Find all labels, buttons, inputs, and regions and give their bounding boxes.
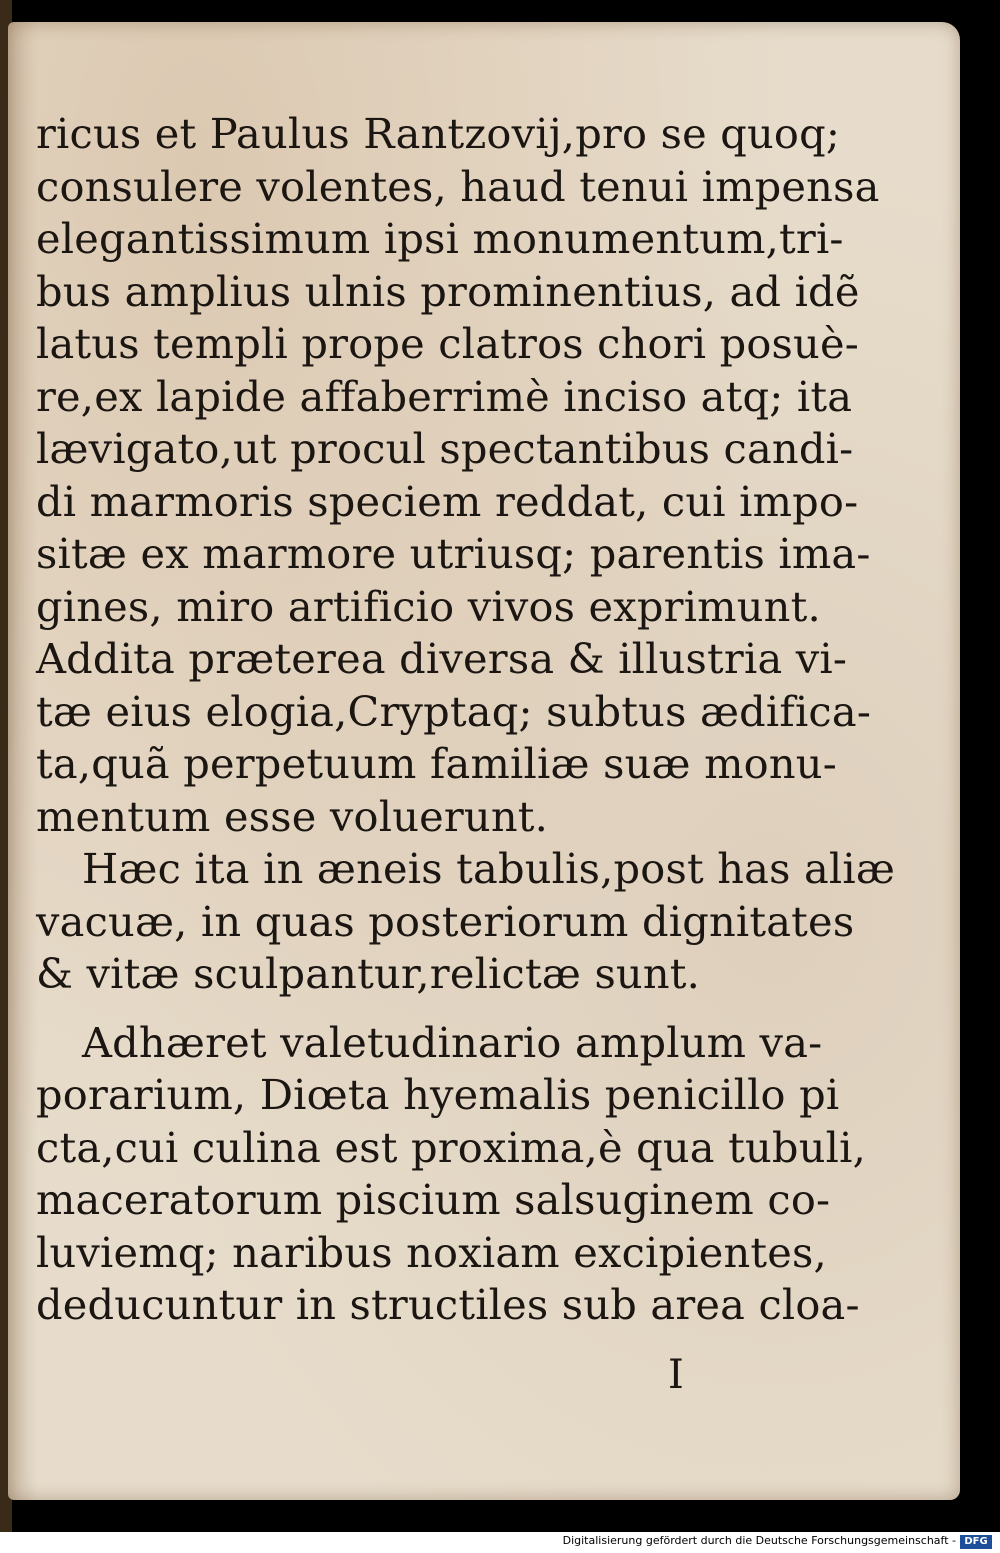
- text-line: consulere volentes, haud tenui impensa: [36, 161, 880, 211]
- funding-notice: Digitalisierung gefördert durch die Deutsche Forschungsgemeinschaft -: [562, 1534, 956, 1547]
- text-line: Addita præterea diversa & illustria vi-: [36, 634, 848, 683]
- text-line: gines, miro artificio vivos exprimunt.: [36, 581, 821, 631]
- page-text: [36, 108, 896, 1332]
- text-line: & vitæ sculpantur,relictæ sunt.: [36, 949, 701, 998]
- text-line: elegantissimum ipsi monumentum,tri-: [36, 214, 844, 263]
- text-line: deducuntur in structiles sub area cloa-: [36, 1280, 860, 1329]
- footer-bar: [0, 1532, 1000, 1553]
- text-line: tæ eius elogia,Cryptaq; subtus ædifica-: [36, 686, 872, 736]
- text-line: bus amplius ulnis prominentius, ad idẽ: [36, 266, 860, 316]
- text-line: vacuæ, in quas posteriorum dignitates: [36, 896, 855, 946]
- text-line: ta,quã perpetuum familiæ suæ monu-: [36, 739, 837, 788]
- signature-mark: I: [668, 1352, 684, 1398]
- text-line: cta,cui culina est proxima,è qua tubuli,: [36, 1122, 866, 1172]
- text-line: mentum esse voluerunt.: [36, 791, 549, 841]
- text-line: luviemq; naribus noxiam excipientes,: [36, 1227, 827, 1277]
- text-line: ricus et Paulus Rantzovij,pro se quoq;: [36, 109, 841, 158]
- text-line: sitæ ex marmore utriusq; parentis ima-: [36, 529, 871, 578]
- paragraph-gap: [36, 1001, 826, 1017]
- text-line: re,ex lapide affaberrimè inciso atq; ita: [36, 371, 853, 421]
- text-line: porarium, Diœta hyemalis penicillo pi: [36, 1070, 840, 1119]
- text-line: di marmoris speciem reddat, cui impo-: [36, 476, 859, 526]
- text-line: lævigato,ut procul spectantibus candi-: [36, 424, 854, 473]
- text-line: maceratorum piscium salsuginem co-: [36, 1175, 831, 1224]
- text-line: latus templi prope clatros chori posuè-: [36, 319, 859, 368]
- dfg-logo-icon: DFG: [960, 1535, 992, 1549]
- paragraph-first-line: Adhæret valetudinario amplum va-: [82, 1017, 823, 1067]
- paragraph-first-line: Hæc ita in æneis tabulis,post has aliæ: [82, 844, 896, 893]
